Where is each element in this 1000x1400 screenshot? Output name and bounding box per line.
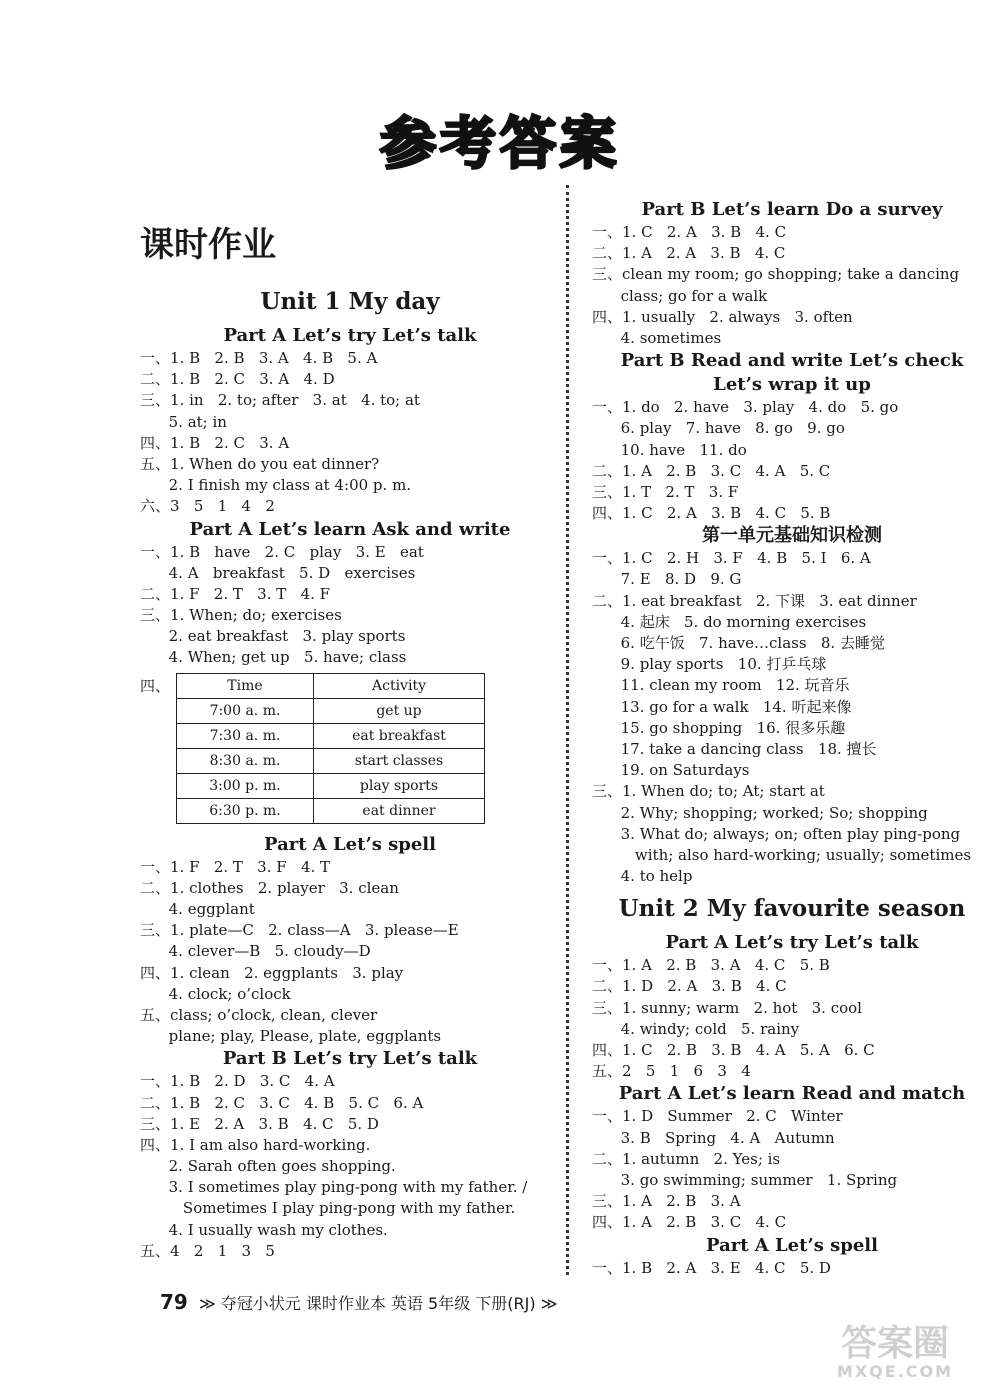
answer-line: 二、1. autumn 2. Yes; is [592, 1149, 781, 1168]
answer-line: 三、1. sunny; warm 2. hot 3. cool [592, 998, 862, 1017]
answer-line: 六、3 5 1 4 2 [140, 497, 275, 516]
part-heading: Part B Read and write Let’s check [620, 350, 964, 372]
page-number: 79 [160, 1290, 188, 1314]
answer-line: 3. go swimming; summer 1. Spring [592, 1170, 898, 1189]
answer-line: 2. I finish my class at 4:00 p. m. [140, 476, 412, 495]
part-heading: Part A Let’s try Let’s talk [665, 932, 919, 954]
answer-line: 一、1. C 2. H 3. F 4. B 5. I 6. A [592, 549, 871, 568]
page-title: 参考答案 [380, 112, 620, 177]
answer-line: 二、1. A 2. A 3. B 4. C [592, 244, 786, 263]
answer-line: 4. eggplant [140, 900, 255, 918]
question-number: 四、 [140, 676, 171, 695]
answer-line: 四、1. A 2. B 3. C 4. C [592, 1213, 787, 1232]
table-cell: play sports [314, 773, 485, 798]
answer-line: 4. When; get up 5. have; class [140, 648, 407, 667]
part-heading: 第一单元基础知识检测 [702, 525, 882, 547]
answer-line: 3. What do; always; on; often play ping-pong [592, 824, 961, 843]
answer-line: 四、1. C 2. A 3. B 4. C 5. B [592, 504, 831, 523]
answer-line: 13. go for a walk 14. 听起来像 [592, 697, 852, 716]
answer-line: 3. I sometimes play ping-pong with my father. / [140, 1178, 528, 1197]
column-divider [566, 185, 569, 1275]
footer-text: ≫ 夺冠小状元 课时作业本 英语 5年级 下册(RJ) ≫ [198, 1294, 558, 1313]
answer-line: 四、1. C 2. B 3. B 4. A 5. A 6. C [592, 1041, 875, 1059]
answer-line: Sometimes I play ping-pong with my father. [140, 1199, 516, 1218]
activity-table [176, 673, 485, 824]
part-heading: Part A Let’s spell [264, 833, 436, 855]
answer-line: 二、1. clothes 2. player 3. clean [140, 878, 399, 897]
answer-line: 二、1. eat breakfast 2. 下课 3. eat dinner [592, 591, 917, 610]
table-header-cell: Activity [314, 673, 485, 698]
answer-line: 17. take a dancing class 18. 擅长 [592, 739, 877, 758]
answer-line: 三、1. E 2. A 3. B 4. C 5. D [140, 1114, 379, 1133]
answer-line: 4. windy; cold 5. rainy [592, 1019, 800, 1038]
answer-line: 三、1. in 2. to; after 3. at 4. to; at [140, 391, 420, 410]
table-cell: get up [314, 698, 485, 723]
section-heading: 课时作业 [140, 225, 276, 265]
answer-line: 五、class; o’clock, clean, clever [140, 1005, 378, 1024]
answer-line: 四、1. usually 2. always 3. often [592, 307, 853, 326]
answer-line: 三、1. A 2. B 3. A [592, 1192, 741, 1211]
answer-line: 四、1. I am also hard-working. [140, 1135, 371, 1154]
answer-line: 4. 起床 5. do morning exercises [592, 612, 867, 631]
table-row [177, 748, 485, 773]
answer-line: 三、1. plate—C 2. class—A 3. please—E [140, 921, 459, 940]
table-cell: 7:00 a. m. [177, 698, 314, 723]
answer-line: 二、1. A 2. B 3. C 4. A 5. C [592, 461, 831, 480]
table-row [177, 773, 485, 798]
answer-line: 三、1. When; do; exercises [140, 606, 342, 625]
table-cell: 3:00 p. m. [177, 773, 314, 798]
watermark-logo [820, 1325, 970, 1385]
answer-line: 11. clean my room 12. 玩音乐 [592, 676, 850, 695]
answer-line: 五、4 2 1 3 5 [140, 1241, 275, 1260]
answer-line: 一、1. A 2. B 3. A 4. C 5. B [592, 956, 830, 975]
watermark-url: MXQE.COM [836, 1362, 954, 1381]
answer-line: 4. clock; o’clock [140, 984, 291, 1003]
part-heading: Let’s wrap it up [713, 374, 871, 396]
answer-line: 4. A breakfast 5. D exercises [140, 563, 416, 582]
table-cell: 8:30 a. m. [177, 748, 314, 773]
table-row [177, 798, 485, 823]
part-heading: Part A Let’s spell [706, 1234, 878, 1256]
page-footer [160, 1290, 557, 1314]
right-column [592, 198, 992, 1279]
answer-line: 一、1. B 2. D 3. C 4. A [140, 1072, 335, 1091]
table-cell: eat dinner [314, 798, 485, 823]
answer-line: 3. B Spring 4. A Autumn [592, 1128, 835, 1147]
table-row [177, 698, 485, 723]
answer-line: class; go for a walk [592, 286, 768, 305]
part-heading: Part A Let’s learn Read and match [618, 1083, 966, 1105]
answer-line: 15. go shopping 16. 很多乐趣 [592, 718, 846, 737]
table-cell: start classes [314, 748, 485, 773]
answer-line: 5. at; in [140, 412, 227, 431]
activity-table-block [140, 673, 560, 833]
answer-line: 五、2 5 1 6 3 4 [592, 1062, 751, 1081]
table-cell: 6:30 p. m. [177, 798, 314, 823]
table-cell: eat breakfast [314, 723, 485, 748]
answer-line: 二、1. B 2. C 3. A 4. D [140, 370, 335, 389]
table-row [177, 723, 485, 748]
answer-line: 一、1. B have 2. C play 3. E eat [140, 542, 424, 561]
answer-line: 2. eat breakfast 3. play sports [140, 627, 406, 646]
answer-line: 4. clever—B 5. cloudy—D [140, 942, 371, 961]
left-column [140, 200, 560, 1262]
answer-line: 4. to help [592, 867, 693, 886]
answer-line: 6. 吃午饭 7. have…class 8. 去睡觉 [592, 634, 885, 652]
answer-line: 2. Why; shopping; worked; So; shopping [592, 803, 928, 822]
part-heading: Part A Let’s learn Ask and write [189, 518, 511, 540]
answer-line: 4. sometimes [592, 328, 722, 347]
watermark-text: 答案圈 [840, 1323, 949, 1364]
answer-line: 一、1. do 2. have 3. play 4. do 5. go [592, 398, 899, 417]
answer-line: 三、clean my room; go shopping; take a dancing [592, 265, 960, 284]
part-heading: Part A Let’s try Let’s talk [223, 325, 477, 346]
unit-heading: Unit 2 My favourite season [618, 895, 966, 923]
answer-line: 四、1. clean 2. eggplants 3. play [140, 963, 404, 982]
answer-line: 二、1. D 2. A 3. B 4. C [592, 977, 787, 996]
answer-line: 五、1. When do you eat dinner? [140, 454, 380, 473]
answer-line: 一、1. B 2. B 3. A 4. B 5. A [140, 349, 378, 367]
answer-line: 6. play 7. have 8. go 9. go [592, 419, 845, 438]
answer-line: 二、1. F 2. T 3. T 4. F [140, 584, 331, 603]
answer-line: 一、1. B 2. A 3. E 4. C 5. D [592, 1258, 831, 1277]
unit-heading: Unit 1 My day [260, 288, 440, 315]
answer-line: 10. have 11. do [592, 440, 747, 459]
answer-line: 三、1. When do; to; At; start at [592, 782, 825, 801]
answer-line: 7. E 8. D 9. G [592, 570, 742, 589]
answer-line: 4. I usually wash my clothes. [140, 1220, 388, 1239]
answer-line: 三、1. T 2. T 3. F [592, 482, 739, 501]
answer-line: 一、1. D Summer 2. C Winter [592, 1107, 843, 1126]
answer-line: 四、1. B 2. C 3. A [140, 433, 290, 452]
answer-line: 一、1. F 2. T 3. F 4. T [140, 857, 331, 876]
answer-line: plane; play, Please, plate, eggplants [140, 1027, 442, 1046]
answer-line: 9. play sports 10. 打乒乓球 [592, 655, 827, 674]
answer-line: 19. on Saturdays [592, 761, 750, 780]
table-cell: 7:30 a. m. [177, 723, 314, 748]
part-heading: Part B Let’s learn Do a survey [641, 199, 943, 220]
answer-line: 二、1. B 2. C 3. C 4. B 5. C 6. A [140, 1093, 424, 1112]
part-heading: Part B Let’s try Let’s talk [222, 1048, 478, 1070]
answer-line: 2. Sarah often goes shopping. [140, 1157, 396, 1176]
answer-line: with; also hard-working; usually; sometimes [592, 845, 972, 864]
table-header-cell: Time [177, 673, 314, 698]
answer-line: 一、1. C 2. A 3. B 4. C [592, 223, 787, 241]
